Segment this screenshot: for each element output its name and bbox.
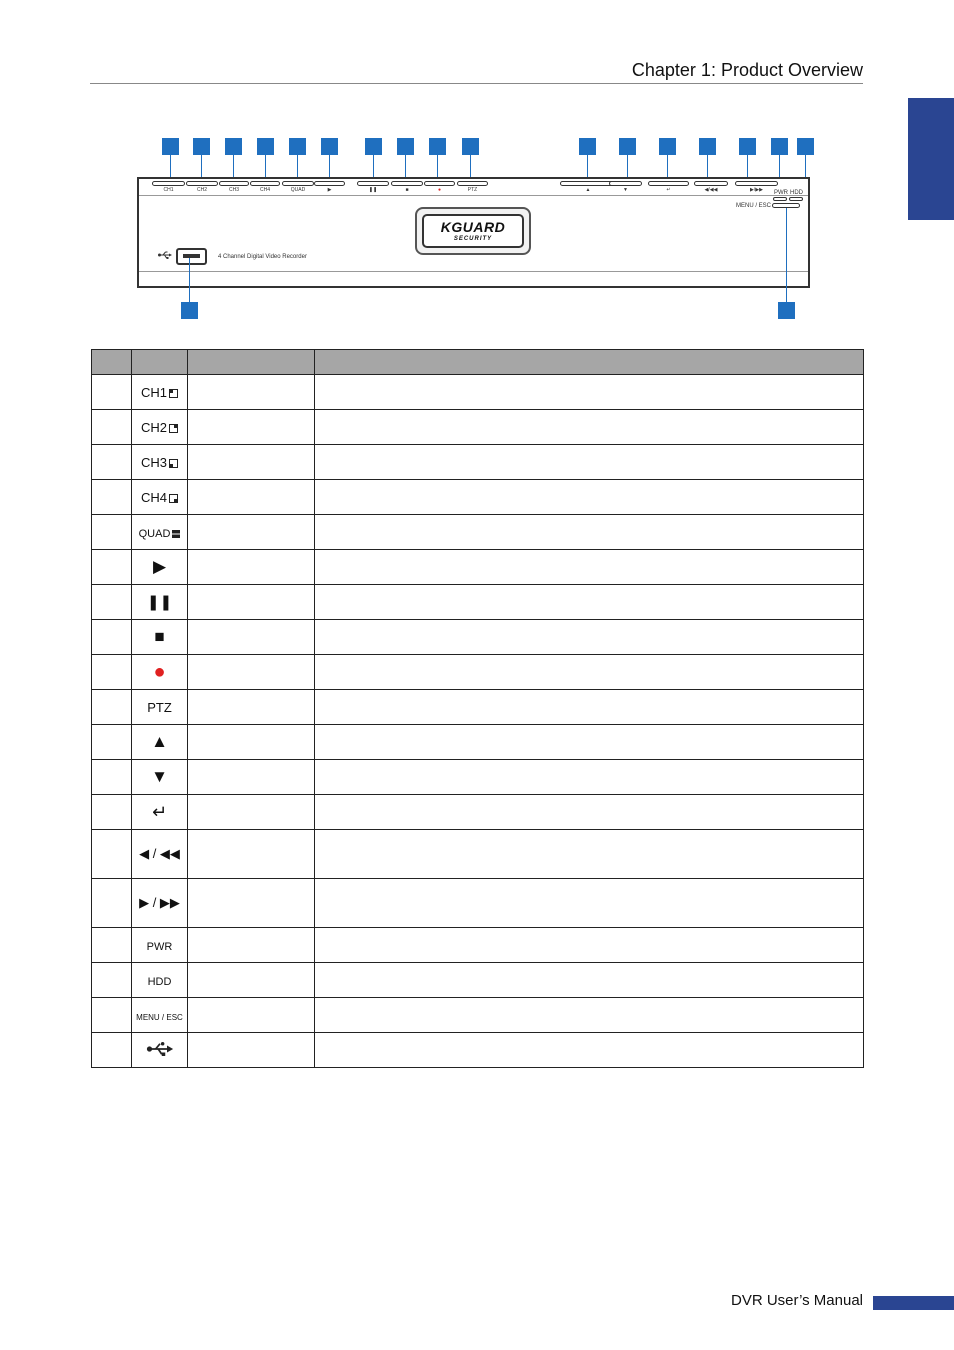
model-text: 4 Channel Digital Video Recorder <box>218 254 307 260</box>
button-icon-cell <box>132 795 188 830</box>
description-cell <box>315 445 864 480</box>
name-cell <box>188 410 315 445</box>
panel-button[interactable] <box>314 181 345 186</box>
table-row <box>92 725 864 760</box>
panel-button[interactable] <box>648 181 689 186</box>
callout-marker <box>462 138 479 155</box>
callout-marker <box>289 138 306 155</box>
name-cell <box>188 928 315 963</box>
number-cell <box>92 585 132 620</box>
name-cell <box>188 620 315 655</box>
panel-button[interactable] <box>186 181 218 186</box>
button-icon-cell <box>132 375 188 410</box>
button-icon-label: ❚❚ <box>146 594 173 611</box>
table-row <box>92 445 864 480</box>
description-cell <box>315 879 864 928</box>
callout-marker <box>739 138 756 155</box>
button-icon-label: PWR <box>146 940 173 953</box>
number-cell <box>92 928 132 963</box>
description-cell <box>315 963 864 998</box>
name-cell <box>188 690 315 725</box>
button-icon-cell <box>132 620 188 655</box>
panel-divider <box>139 271 808 272</box>
usb-icon <box>145 1042 175 1056</box>
number-cell <box>92 795 132 830</box>
callout-marker <box>699 138 716 155</box>
name-cell <box>188 830 315 879</box>
button-icon-cell <box>132 963 188 998</box>
panel-button[interactable] <box>219 181 249 186</box>
number-cell <box>92 445 132 480</box>
panel-button[interactable] <box>424 181 455 186</box>
panel-button-label: ↵ <box>666 187 671 193</box>
number-cell <box>92 480 132 515</box>
panel-button[interactable] <box>457 181 488 186</box>
table-row <box>92 795 864 830</box>
channel-square-icon <box>169 389 178 398</box>
column-header <box>315 350 864 375</box>
hdd-label: HDD <box>790 190 803 196</box>
pwr-label: PWR <box>774 190 788 196</box>
number-cell <box>92 760 132 795</box>
column-header <box>92 350 132 375</box>
callout-marker <box>659 138 676 155</box>
button-icon-label: ▶ <box>152 557 167 576</box>
number-cell <box>92 515 132 550</box>
table-row <box>92 655 864 690</box>
panel-button-label: CH1 <box>163 187 174 193</box>
description-cell <box>315 690 864 725</box>
button-icon-label: PTZ <box>147 699 172 715</box>
callout-marker <box>193 138 210 155</box>
number-cell <box>92 879 132 928</box>
button-icon-cell <box>132 928 188 963</box>
description-cell <box>315 928 864 963</box>
panel-button-label: ▲ <box>585 187 591 193</box>
description-cell <box>315 480 864 515</box>
menu-esc-label: MENU / ESC <box>736 203 772 209</box>
button-icon-label: MENU / ESC <box>136 1012 183 1022</box>
panel-button-label: QUAD <box>290 187 306 193</box>
panel-button-label: ▼ <box>623 187 628 193</box>
description-cell <box>315 620 864 655</box>
callout-marker <box>797 138 814 155</box>
button-icon-cell <box>132 1033 188 1068</box>
panel-button[interactable] <box>391 181 423 186</box>
panel-button-label: ❚❚ <box>368 187 378 193</box>
name-cell <box>188 998 315 1033</box>
name-cell <box>188 725 315 760</box>
panel-button[interactable] <box>694 181 728 186</box>
table-row <box>92 585 864 620</box>
pwr-led <box>773 197 787 201</box>
name-cell <box>188 879 315 928</box>
button-icon-label: CH4 <box>140 489 167 505</box>
callout-marker <box>365 138 382 155</box>
description-cell <box>315 795 864 830</box>
panel-button-label: ● <box>437 187 442 193</box>
number-cell <box>92 830 132 879</box>
panel-button-label: CH4 <box>259 187 270 193</box>
column-header <box>188 350 315 375</box>
table-row <box>92 690 864 725</box>
description-cell <box>315 655 864 690</box>
button-icon-cell <box>132 585 188 620</box>
callout-marker <box>579 138 596 155</box>
controls-table <box>91 349 864 1068</box>
number-cell <box>92 550 132 585</box>
description-cell <box>315 830 864 879</box>
button-icon-label: ■ <box>154 627 165 646</box>
leader-line <box>189 258 190 302</box>
button-icon-cell <box>132 480 188 515</box>
callout-marker <box>162 138 179 155</box>
panel-button-label: CH3 <box>228 187 239 193</box>
table-row <box>92 1033 864 1068</box>
description-cell <box>315 550 864 585</box>
callout-marker <box>771 138 788 155</box>
button-icon-label: ▼ <box>151 767 168 786</box>
name-cell <box>188 1033 315 1068</box>
footer-manual-title: DVR User’s Manual <box>731 1292 863 1309</box>
table-row <box>92 998 864 1033</box>
table-row <box>92 410 864 445</box>
logo-subtext: SECURITY <box>453 236 493 242</box>
name-cell <box>188 480 315 515</box>
number-cell <box>92 1033 132 1068</box>
table-row <box>92 375 864 410</box>
button-icon-label: CH1 <box>140 384 167 400</box>
kguard-logo <box>415 207 531 255</box>
table-row <box>92 760 864 795</box>
button-icon-label: ▲ <box>151 732 168 751</box>
description-cell <box>315 725 864 760</box>
table-row <box>92 830 864 879</box>
name-cell <box>188 445 315 480</box>
panel-button[interactable] <box>560 181 616 186</box>
button-icon-label: QUAD <box>138 527 171 540</box>
description-cell <box>315 375 864 410</box>
table-row <box>92 550 864 585</box>
callout-marker <box>429 138 446 155</box>
panel-button-label: PTZ <box>467 187 478 193</box>
channel-square-icon <box>169 424 178 433</box>
button-icon-cell <box>132 655 188 690</box>
name-cell <box>188 585 315 620</box>
number-cell <box>92 375 132 410</box>
panel-button-label: ◀/◀◀ <box>704 187 718 193</box>
front-panel-diagram <box>0 0 954 340</box>
usb-port <box>176 248 207 265</box>
panel-button-label: ▶/▶▶ <box>750 187 763 193</box>
button-icon-label: ● <box>153 660 166 683</box>
button-icon-label: ◀ / ◀◀ <box>139 846 180 861</box>
description-cell <box>315 410 864 445</box>
button-icon-label: CH2 <box>140 419 167 435</box>
panel-button[interactable] <box>357 181 389 186</box>
button-icon-cell <box>132 515 188 550</box>
button-icon-cell <box>132 998 188 1033</box>
table-row <box>92 480 864 515</box>
number-cell <box>92 963 132 998</box>
button-icon-cell <box>132 410 188 445</box>
logo-wordmark: KGUARD <box>440 219 506 235</box>
button-icon-cell <box>132 445 188 480</box>
callout-marker <box>181 302 198 319</box>
button-icon-label: ▶ / ▶▶ <box>139 895 180 910</box>
hdd-led <box>789 197 803 201</box>
button-icon-label: CH3 <box>140 454 167 470</box>
callout-marker <box>397 138 414 155</box>
panel-button[interactable] <box>250 181 280 186</box>
panel-divider <box>139 195 808 196</box>
number-cell <box>92 655 132 690</box>
button-icon-cell <box>132 760 188 795</box>
description-cell <box>315 1033 864 1068</box>
callout-marker <box>225 138 242 155</box>
button-icon-label: ↵ <box>151 801 168 822</box>
panel-button[interactable] <box>282 181 314 186</box>
panel-button[interactable] <box>609 181 642 186</box>
name-cell <box>188 550 315 585</box>
description-cell <box>315 585 864 620</box>
channel-square-icon <box>169 494 178 503</box>
name-cell <box>188 760 315 795</box>
table-row <box>92 515 864 550</box>
number-cell <box>92 620 132 655</box>
leader-line <box>786 208 787 302</box>
footer-page-bar <box>873 1296 954 1310</box>
chapter-title: Chapter 1: Product Overview <box>631 60 863 80</box>
channel-square-icon <box>169 459 178 468</box>
table-row <box>92 879 864 928</box>
column-header <box>132 350 188 375</box>
callout-marker <box>257 138 274 155</box>
panel-button[interactable] <box>152 181 185 186</box>
callout-marker <box>321 138 338 155</box>
panel-button-label: ■ <box>405 187 409 193</box>
button-icon-cell <box>132 725 188 760</box>
usb-icon <box>158 250 172 260</box>
table-header-row <box>92 350 864 375</box>
callout-marker <box>619 138 636 155</box>
button-icon-cell <box>132 690 188 725</box>
number-cell <box>92 690 132 725</box>
button-icon-cell <box>132 550 188 585</box>
panel-button[interactable] <box>735 181 778 186</box>
quad-split-icon <box>172 530 180 538</box>
name-cell <box>188 515 315 550</box>
name-cell <box>188 375 315 410</box>
table-row <box>92 963 864 998</box>
panel-button-label: CH2 <box>196 187 207 193</box>
table-row <box>92 620 864 655</box>
number-cell <box>92 410 132 445</box>
number-cell <box>92 725 132 760</box>
description-cell <box>315 760 864 795</box>
callout-marker <box>778 302 795 319</box>
number-cell <box>92 998 132 1033</box>
description-cell <box>315 998 864 1033</box>
name-cell <box>188 963 315 998</box>
button-icon-label: HDD <box>147 975 172 988</box>
table-row <box>92 928 864 963</box>
panel-button-label: ▶ <box>327 187 332 193</box>
button-icon-cell <box>132 879 188 928</box>
name-cell <box>188 655 315 690</box>
description-cell <box>315 515 864 550</box>
name-cell <box>188 795 315 830</box>
button-icon-cell <box>132 830 188 879</box>
